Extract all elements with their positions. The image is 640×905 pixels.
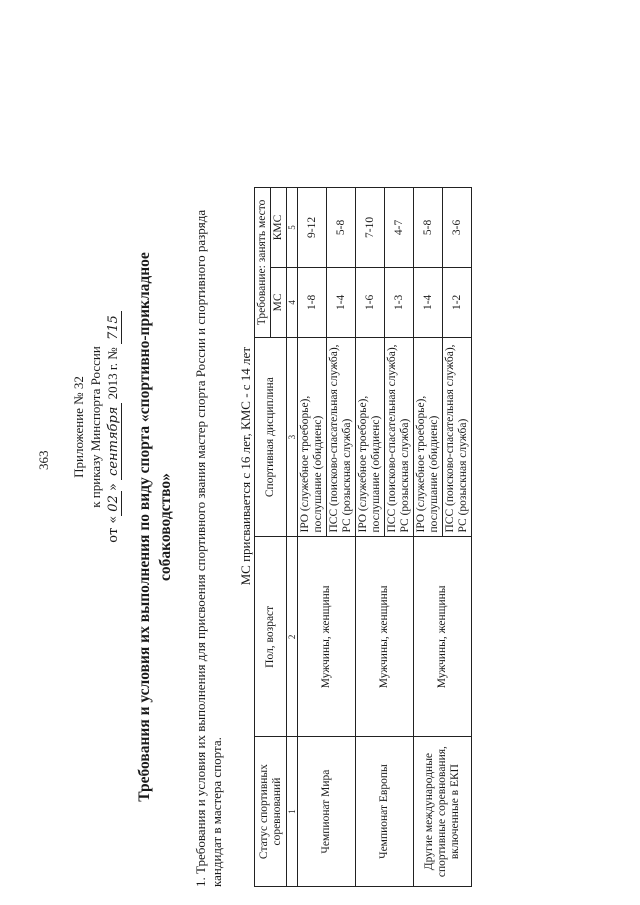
sex-age-cell: Мужчины, женщины: [414, 537, 472, 737]
annex-date-line: [104, 297, 122, 557]
annex-date-mid: »: [106, 483, 121, 492]
col-number: 1: [287, 737, 298, 887]
annex-year: 2013 г. №: [105, 347, 120, 400]
col-number: 2: [287, 537, 298, 737]
col-number: 4: [287, 267, 298, 337]
discipline-cell: ПСС (поисково-спасательная служба), РС (розыскная служба): [385, 337, 414, 537]
header-requirement: Требование: занять место: [255, 188, 271, 338]
document-title: [134, 167, 176, 887]
annex-number: 715: [106, 311, 122, 344]
assign-age-note: МС присваивается с 16 лет, КМС - с 14 лет: [238, 347, 253, 586]
page-number: 363: [36, 450, 51, 470]
column-number-row: [287, 188, 298, 887]
title-line-2: собаководство»: [157, 473, 174, 581]
kms-cell: 7-10: [356, 188, 385, 268]
requirements-table: [254, 187, 472, 887]
discipline-cell: ПСС (поисково-спасательная служба), РС (розыскная служба): [327, 337, 356, 537]
header-kms: КМС: [271, 188, 287, 268]
table-row: [356, 188, 385, 887]
ms-cell: 1-3: [385, 267, 414, 337]
discipline-cell: IPO (служебное троеборье), послушание (обидиенс): [414, 337, 443, 537]
annex-order-ref: к приказу Минспорта России: [88, 346, 103, 508]
status-cell: Чемпионат Мира: [298, 737, 356, 887]
kms-cell: 3-6: [443, 188, 472, 268]
kms-cell: 5-8: [414, 188, 443, 268]
status-cell: Другие международные спортивные соревнования, включенные в ЕКП: [414, 737, 472, 887]
discipline-cell: IPO (служебное троеборье), послушание (обидиенс): [356, 337, 385, 537]
table-header-row: [255, 188, 271, 887]
ms-cell: 1-2: [443, 267, 472, 337]
sex-age-cell: Мужчины, женщины: [356, 537, 414, 737]
intro-paragraph: 1. Требования и условия их выполнения для присвоения спортивного звания мастер спорта России и спортивного разряда кандидат в мастера спорта.: [193, 209, 224, 887]
sex-age-cell: Мужчины, женщины: [298, 537, 356, 737]
discipline-cell: IPO (служебное троеборье), послушание (обидиенс): [298, 337, 327, 537]
header-status: Статус спортивных соревнований: [255, 737, 287, 887]
ms-cell: 1-6: [356, 267, 385, 337]
annex-month: сентября: [106, 403, 122, 480]
col-number: 5: [287, 188, 298, 268]
kms-cell: 4-7: [385, 188, 414, 268]
annex-block: [70, 297, 122, 557]
annex-title: Приложение № 32: [71, 376, 86, 478]
ms-cell: 1-4: [414, 267, 443, 337]
header-ms: МС: [271, 267, 287, 337]
title-line-1: Требования и условия их выполнения по виду спорта «спортивно-прикладное: [136, 252, 153, 802]
kms-cell: 5-8: [327, 188, 356, 268]
table-row: [298, 188, 327, 887]
kms-cell: 9-12: [298, 188, 327, 268]
annex-day: 02: [106, 491, 122, 516]
annex-date-prefix: от «: [106, 515, 121, 543]
header-sex-age: Пол, возраст: [255, 537, 287, 737]
ms-cell: 1-8: [298, 267, 327, 337]
table-row: [414, 188, 443, 887]
col-number: 3: [287, 337, 298, 537]
header-discipline: Спортивная дисциплина: [255, 337, 287, 537]
status-cell: Чемпионат Европы: [356, 737, 414, 887]
discipline-cell: ПСС (поисково-спасательная служба), РС (розыскная служба): [443, 337, 472, 537]
ms-cell: 1-4: [327, 267, 356, 337]
